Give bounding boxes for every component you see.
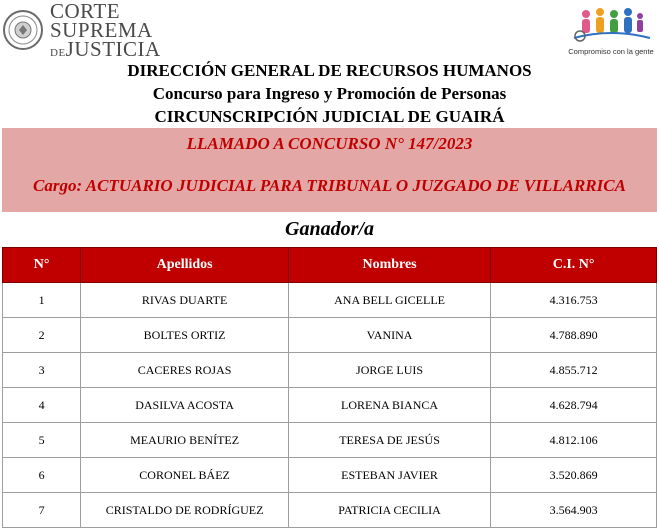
- contest-banner: [2, 128, 657, 212]
- row-id: 3.564.903: [491, 493, 657, 528]
- row-names: TERESA DE JESÚS: [288, 423, 490, 458]
- row-number: 6: [3, 458, 81, 493]
- section-title: Ganador/a: [285, 218, 374, 240]
- contest-position: Cargo: ACTUARIO JUDICIAL PARA TRIBUNAL O JUZGADO DE VILLARRICA: [33, 176, 626, 195]
- row-id: 4.855.712: [491, 353, 657, 388]
- table-row: [3, 423, 657, 458]
- row-number: 1: [3, 283, 81, 318]
- corte-suprema-logo: [0, 0, 161, 62]
- row-surnames: CRISTALDO DE RODRÍGUEZ: [81, 493, 289, 528]
- row-id: 4.628.794: [491, 388, 657, 423]
- winners-table: [2, 247, 657, 528]
- row-surnames: MEAURIO BENÍTEZ: [81, 423, 289, 458]
- logo-line-suprema: SUPREMA: [50, 18, 153, 42]
- row-number: 2: [3, 318, 81, 353]
- column-header-names: Nombres: [288, 248, 490, 283]
- row-names: LORENA BIANCA: [288, 388, 490, 423]
- column-header-number: N°: [3, 248, 81, 283]
- contest-call-number: LLAMADO A CONCURSO N° 147/2023: [186, 134, 473, 153]
- row-names: PATRICIA CECILIA: [288, 493, 490, 528]
- column-header-id: C.I. N°: [491, 248, 657, 283]
- logo-prefix-de: DE: [50, 47, 66, 59]
- table-row: [3, 318, 657, 353]
- logo-word-justicia: JUSTICIA: [65, 37, 161, 61]
- row-names: JORGE LUIS: [288, 353, 490, 388]
- row-surnames: CACERES ROJAS: [81, 353, 289, 388]
- column-header-surnames: Apellidos: [81, 248, 289, 283]
- department-title: DIRECCIÓN GENERAL DE RECURSOS HUMANOS: [127, 61, 532, 80]
- row-surnames: DASILVA ACOSTA: [81, 388, 289, 423]
- row-number: 7: [3, 493, 81, 528]
- people-group-icon: [566, 4, 656, 46]
- row-number: 5: [3, 423, 81, 458]
- row-id: 4.812.106: [491, 423, 657, 458]
- row-surnames: RIVAS DUARTE: [81, 283, 289, 318]
- logo-line-corte: CORTE: [50, 0, 121, 23]
- logo-wordmark: [50, 2, 161, 63]
- row-id: 4.788.890: [491, 318, 657, 353]
- row-names: ESTEBAN JAVIER: [288, 458, 490, 493]
- contest-title: Concurso para Ingreso y Promoción de Personas: [152, 84, 507, 103]
- logo-tagline: Compromiso con la gente: [568, 47, 654, 56]
- row-number: 4: [3, 388, 81, 423]
- table-row: [3, 388, 657, 423]
- row-id: 3.520.869: [491, 458, 657, 493]
- row-number: 3: [3, 353, 81, 388]
- table-row: [3, 283, 657, 318]
- table-row: [3, 353, 657, 388]
- table-row: [3, 458, 657, 493]
- table-header-row: [3, 248, 657, 283]
- row-id: 4.316.753: [491, 283, 657, 318]
- circumscription-title: CIRCUNSCRIPCIÓN JUDICIAL DE GUAIRÁ: [154, 107, 505, 126]
- compromiso-logo: [566, 4, 656, 64]
- court-seal-icon: [2, 2, 44, 58]
- row-names: VANINA: [288, 318, 490, 353]
- row-surnames: CORONEL BÁEZ: [81, 458, 289, 493]
- row-surnames: BOLTES ORTIZ: [81, 318, 289, 353]
- row-names: ANA BELL GICELLE: [288, 283, 490, 318]
- table-row: [3, 493, 657, 528]
